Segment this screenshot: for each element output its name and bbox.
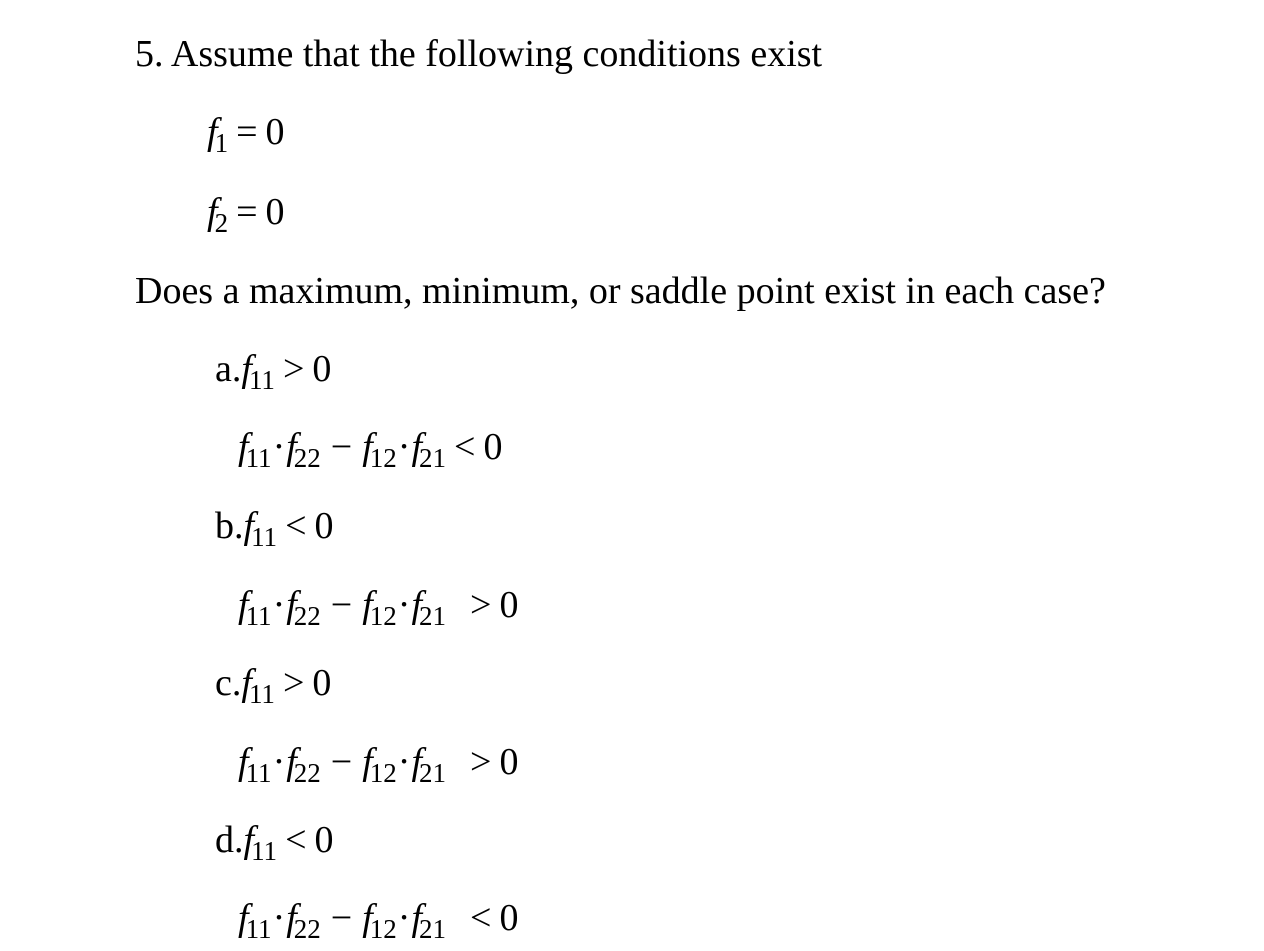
function-symbol: f	[362, 897, 373, 939]
subscript: 21	[419, 914, 446, 944]
subscript: 11	[251, 836, 278, 866]
subscript: 22	[293, 914, 321, 944]
function-symbol: f	[362, 426, 373, 468]
rhs-value: 0	[265, 191, 285, 233]
function-symbol: f	[286, 426, 297, 468]
dot-operator: ·	[397, 741, 411, 783]
subscript: 12	[369, 914, 397, 944]
subscript: 21	[419, 601, 446, 631]
function-symbol: f	[411, 584, 422, 626]
rhs-value: 0	[499, 584, 519, 626]
operator: >	[470, 741, 492, 783]
case-b-second	[238, 584, 519, 631]
operator: <	[470, 897, 492, 939]
case-label: a.	[215, 348, 242, 390]
rhs-value: 0	[312, 662, 332, 704]
rhs-value: 0	[499, 741, 519, 783]
question-text: Does a maximum, minimum, or saddle point exist in each case?	[135, 270, 1106, 312]
condition-f2	[207, 191, 285, 238]
subscript: 11	[245, 443, 272, 473]
subscript: 12	[369, 601, 397, 631]
minus-operator: −	[330, 426, 353, 468]
rhs-value: 0	[483, 426, 503, 468]
minus-operator: −	[330, 584, 353, 626]
dot-operator: ·	[397, 584, 411, 626]
case-c-second	[238, 741, 519, 788]
subscript: 11	[245, 914, 272, 944]
operator: <	[285, 819, 307, 861]
subscript: 21	[419, 443, 446, 473]
subscript: 12	[369, 758, 397, 788]
rhs-value: 0	[314, 505, 334, 547]
dot-operator: ·	[272, 426, 286, 468]
dot-operator: ·	[272, 584, 286, 626]
subscript: 11	[248, 365, 275, 395]
case-d-first	[215, 819, 334, 866]
function-symbol: f	[238, 741, 249, 783]
case-a-second	[238, 426, 503, 473]
case-b-first	[215, 505, 334, 552]
dot-operator: ·	[272, 741, 286, 783]
function-symbol: f	[207, 111, 218, 153]
dot-operator: ·	[272, 897, 286, 939]
subscript: 12	[369, 443, 397, 473]
case-label: c.	[215, 662, 242, 704]
case-d-second	[238, 897, 519, 944]
condition-f1	[207, 111, 285, 158]
problem-heading: 5. Assume that the following conditions exist	[135, 33, 823, 75]
function-symbol: f	[207, 191, 218, 233]
operator: =	[236, 191, 258, 233]
minus-operator: −	[330, 741, 353, 783]
subscript: 11	[245, 601, 272, 631]
function-symbol: f	[286, 897, 297, 939]
function-symbol: f	[241, 348, 252, 390]
rhs-value: 0	[314, 819, 334, 861]
minus-operator: −	[330, 897, 353, 939]
function-symbol: f	[238, 584, 249, 626]
subscript: 22	[293, 601, 321, 631]
function-symbol: f	[286, 584, 297, 626]
rhs-value: 0	[499, 897, 519, 939]
subscript: 21	[419, 758, 446, 788]
operator: <	[454, 426, 476, 468]
subscript: 11	[248, 679, 275, 709]
case-a-first	[215, 348, 332, 395]
function-symbol: f	[238, 897, 249, 939]
operator: <	[285, 505, 307, 547]
function-symbol: f	[411, 426, 422, 468]
dot-operator: ·	[397, 426, 411, 468]
subscript: 11	[251, 522, 278, 552]
rhs-value: 0	[265, 111, 285, 153]
operator: >	[470, 584, 492, 626]
function-symbol: f	[238, 426, 249, 468]
function-symbol: f	[241, 662, 252, 704]
case-label: b.	[215, 505, 244, 547]
dot-operator: ·	[397, 897, 411, 939]
operator: >	[282, 348, 305, 390]
case-label: d.	[215, 819, 244, 861]
function-symbol: f	[286, 741, 297, 783]
function-symbol: f	[411, 741, 422, 783]
function-symbol: f	[243, 819, 255, 861]
subscript: 2	[214, 208, 229, 238]
function-symbol: f	[411, 897, 422, 939]
subscript: 22	[293, 443, 321, 473]
case-c-first	[215, 662, 332, 709]
function-symbol: f	[243, 505, 255, 547]
rhs-value: 0	[312, 348, 332, 390]
subscript: 22	[293, 758, 321, 788]
function-symbol: f	[362, 584, 373, 626]
function-symbol: f	[362, 741, 373, 783]
operator: =	[236, 111, 258, 153]
operator: >	[282, 662, 305, 704]
subscript: 1	[214, 128, 229, 158]
subscript: 11	[245, 758, 272, 788]
